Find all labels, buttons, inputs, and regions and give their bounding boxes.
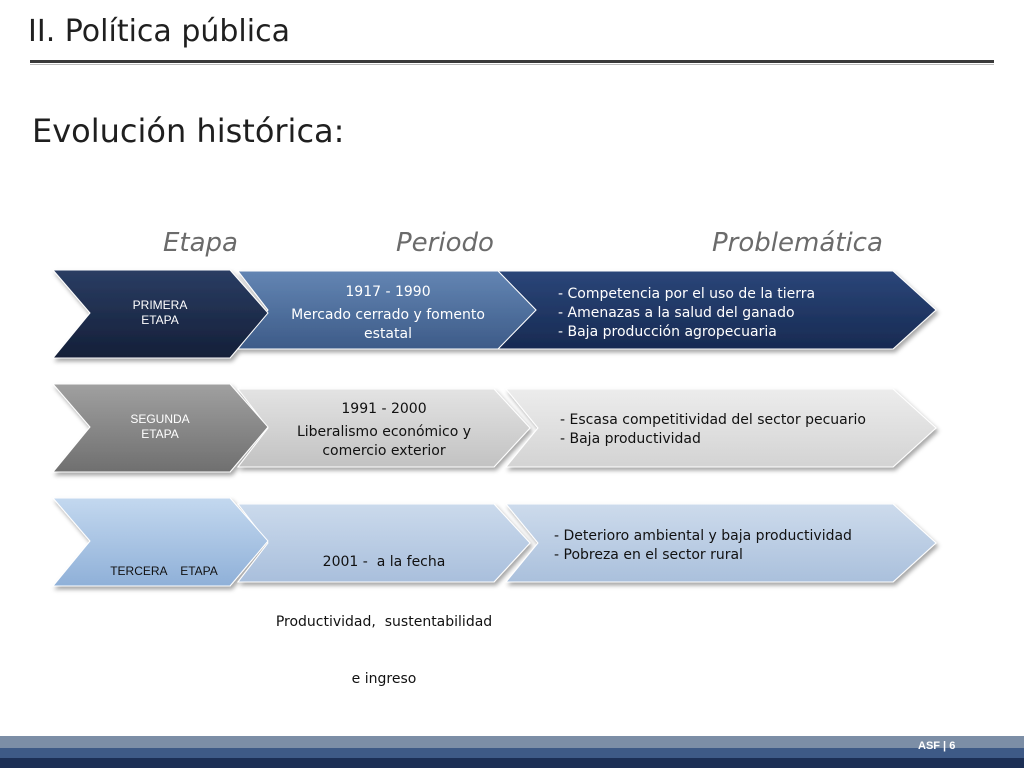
row-1-stage-line-1: PRIMERA [132, 298, 188, 312]
row-1-problem-2: - Amenazas a la salud del ganado [558, 304, 795, 321]
row-3-period-text [272, 515, 496, 708]
row-2-problem-list [560, 411, 890, 449]
row-1-problem-list [558, 285, 878, 342]
row-3-period-desc-1: Productividad, sustentabilidad [275, 614, 493, 631]
row-2-stage-line-2: ETAPA [141, 427, 179, 441]
row-1-period-years: 1917 - 1990 [345, 284, 431, 300]
row-3-stage-label [96, 534, 232, 594]
row-2-problem-1: - Escasa competitividad del sector pecuario [560, 412, 866, 428]
footer-band-dark [0, 758, 1024, 768]
row-3-period-desc-2: e ingreso [351, 671, 417, 688]
row-3-period-years: 2001 - a la fecha [322, 553, 446, 570]
column-header-periodo: Periodo [396, 228, 494, 258]
slide-title: II. Política pública [28, 14, 290, 49]
row-1-stage-line-2: ETAPA [141, 313, 179, 327]
row-2-period-text [272, 400, 496, 461]
row-3-problem-2: - Pobreza en el sector rural [554, 546, 743, 563]
row-3-problem-1: - Deterioro ambiental y baja productividad [554, 528, 852, 544]
row-1-problem-1: - Competencia por el uso de la tierra [558, 286, 816, 302]
row-1-period-text [276, 283, 500, 344]
row-2-problem-2: - Baja productividad [560, 430, 701, 447]
column-header-etapa: Etapa [163, 228, 238, 258]
section-heading: Evolución histórica: [32, 112, 345, 150]
row-2-period-desc-2: comercio exterior [322, 442, 446, 459]
row-1-problem-3: - Baja producción agropecuaria [558, 323, 777, 340]
row-2-stage-line-1: SEGUNDA [130, 412, 190, 426]
row-2-stage-label [100, 412, 220, 442]
row-1-period-desc-2: estatal [364, 325, 412, 342]
footer-band-light [0, 736, 1024, 748]
row-1-period-desc-1: Mercado cerrado y fomento [291, 306, 485, 323]
row-2-period-desc-1: Liberalismo económico y [296, 423, 472, 440]
footer-band-mid [0, 748, 1024, 758]
footer-page-label: ASF | 6 [918, 740, 956, 752]
row-3-stage-line-1: TERCERA ETAPA [110, 564, 218, 578]
row-3-problem-list [554, 527, 884, 565]
column-header-problematica: Problemática [712, 228, 883, 258]
row-1-stage-label [100, 298, 220, 328]
row-2-period-years: 1991 - 2000 [341, 401, 427, 417]
